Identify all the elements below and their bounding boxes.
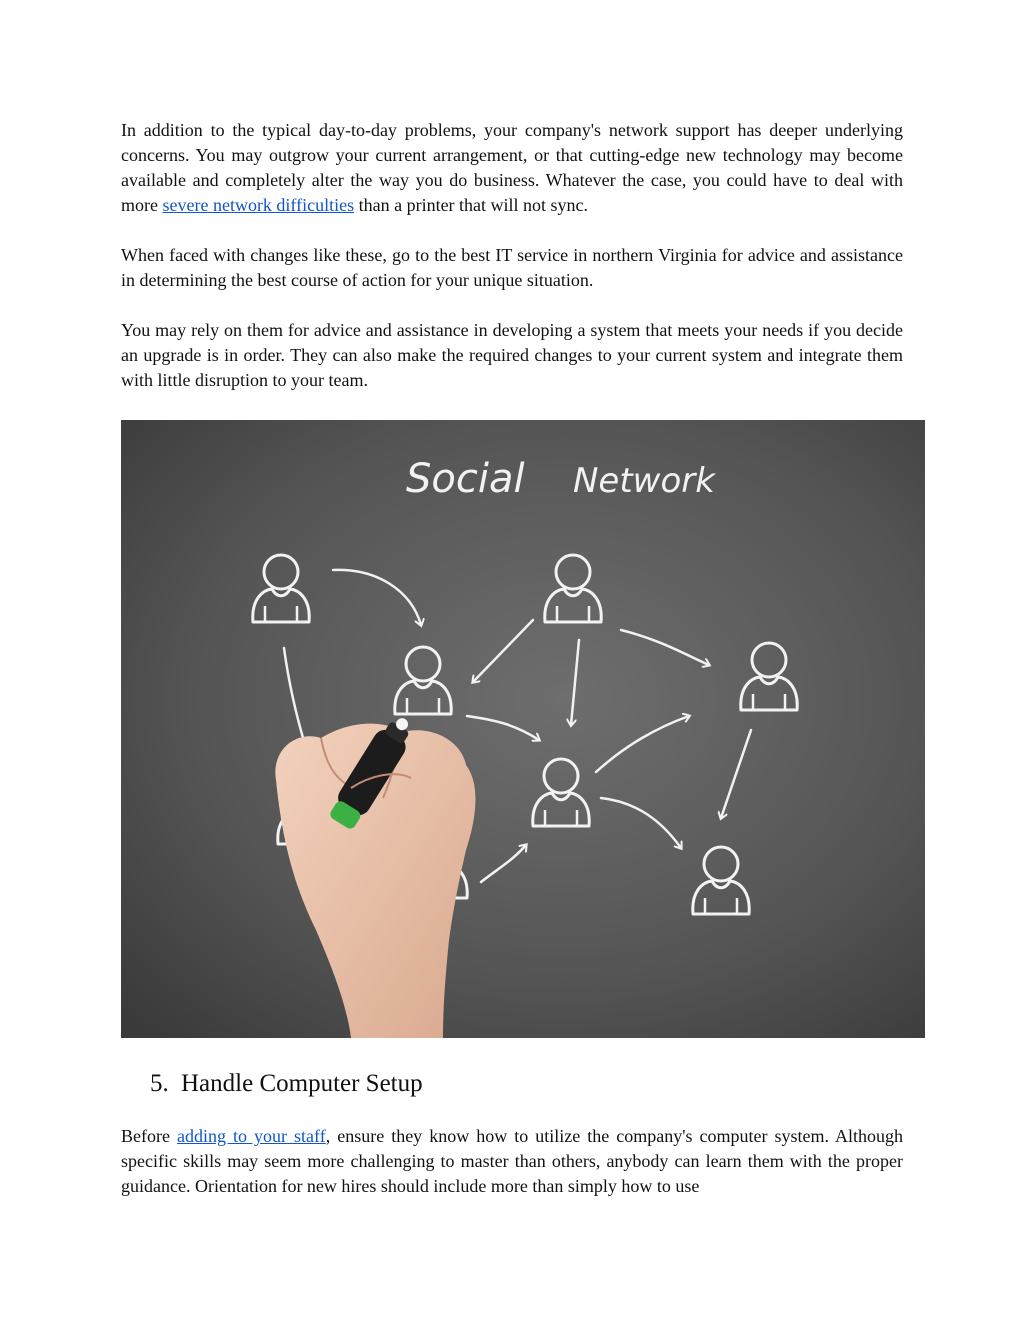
- social-network-image: [121, 420, 925, 1038]
- paragraph-1: [121, 118, 903, 218]
- paragraph-3: You may rely on them for advice and assistance in developing a system that meets your needs if you decide an upgrade is in order. They can also make the required changes to your current system and integrate them with little disruption to your team.: [121, 320, 903, 390]
- network-word: Network: [573, 461, 715, 501]
- section-title: Handle Computer Setup: [181, 1070, 423, 1097]
- paragraph-2: When faced with changes like these, go to the best IT service in northern Virginia for advice and assistance in determining the best course of action for your unique situation.: [121, 245, 903, 290]
- paragraph-4-text: , ensure they know how to utilize the company's computer system. Although specific skills may seem more challenging to master than others, anybody can learn them with the proper guidance. Orientation for new hires should include more than simply how to use: [121, 1126, 903, 1196]
- section-number: 5.: [150, 1070, 169, 1097]
- body-text-bottom: [121, 1124, 903, 1199]
- section-heading: [150, 1066, 423, 1102]
- adding-to-your-staff-link[interactable]: adding to your staff: [177, 1126, 326, 1146]
- paragraph-1-text: In addition to the typical day-to-day problems, your company's network support has deeper underlying concerns. You may outgrow your current arrangement, or that cutting-edge new technology may become available and completely alter the way you do business. Whatever the case, you could have to deal with more: [121, 120, 903, 215]
- paragraph-1-tail: than a printer that will not sync.: [354, 195, 589, 215]
- body-text-top: [121, 118, 903, 393]
- chalkboard-background: [121, 420, 925, 1038]
- social-word: Social: [406, 456, 525, 502]
- paragraph-4: [121, 1124, 903, 1199]
- paragraph-4-lead: Before: [121, 1126, 177, 1146]
- severe-network-difficulties-link[interactable]: severe network difficulties: [162, 195, 355, 215]
